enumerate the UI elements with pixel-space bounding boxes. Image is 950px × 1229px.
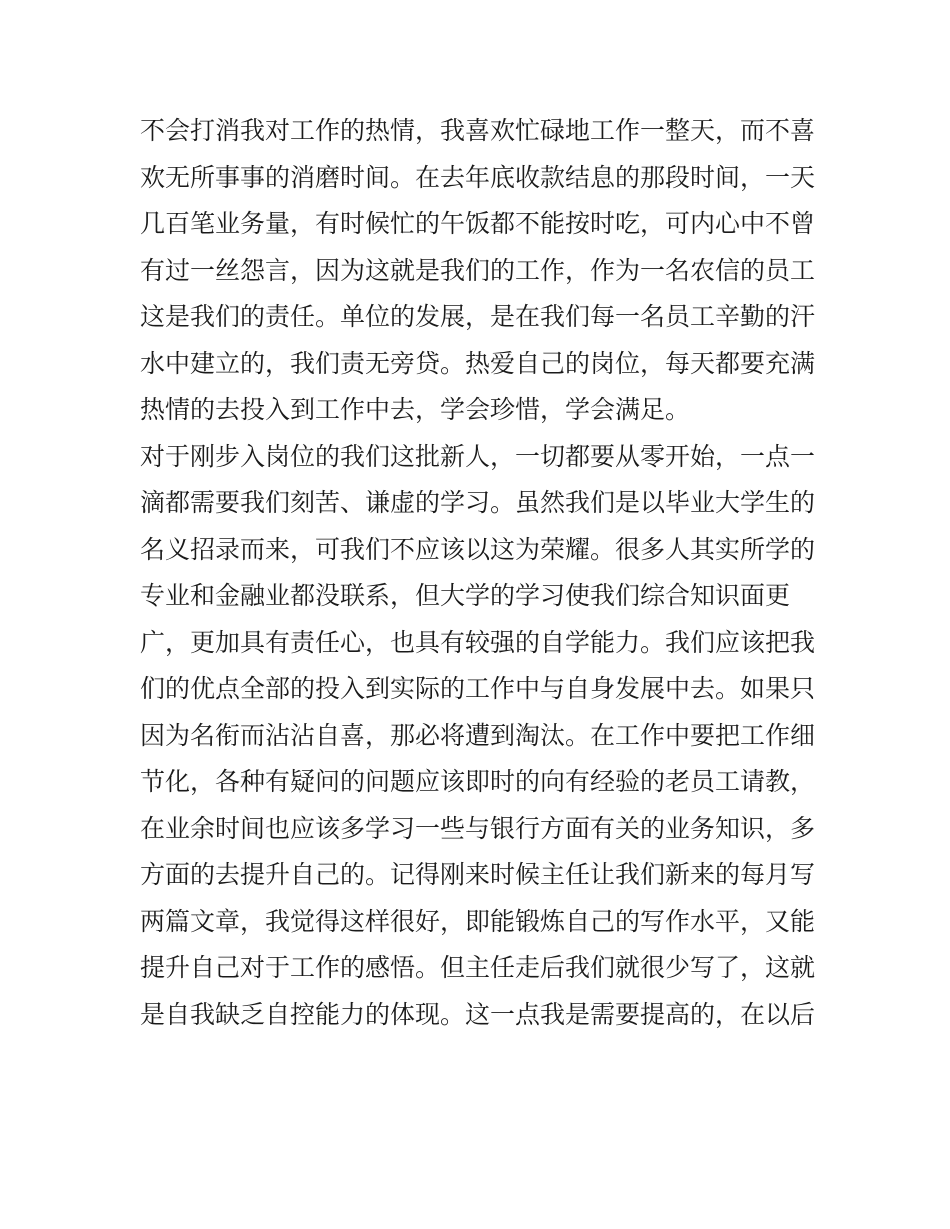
text-line: 欢无所事事的消磨时间。在去年底收款结息的那段时间，一天	[140, 162, 816, 192]
text-line: 水中建立的，我们责无旁贷。热爱自己的岗位，每天都要充满	[140, 348, 816, 378]
text-line: 名义招录而来，可我们不应该以这为荣耀。很多人其实所学的	[140, 534, 816, 564]
body-text	[140, 108, 820, 1038]
text-line: 几百笔业务量，有时候忙的午饭都不能按时吃，可内心中不曾	[140, 209, 816, 238]
text-line: 热情的去投入到工作中去，学会珍惜，学会满足。	[140, 395, 691, 424]
text-line: 专业和金融业都没联系，但大学的学习使我们综合知识面更	[140, 581, 791, 610]
text-line: 广，更加具有责任心，也具有较强的自学能力。我们应该把我	[140, 627, 816, 657]
text-line: 两篇文章，我觉得这样很好，即能锻炼自己的写作水平，又能	[140, 906, 816, 936]
text-line: 滴都需要我们刻苦、谦虚的学习。虽然我们是以毕业大学生的	[140, 488, 816, 517]
text-line: 是自我缺乏自控能力的体现。这一点我是需要提高的，在以后	[140, 999, 816, 1029]
text-line: 这是我们的责任。单位的发展，是在我们每一名员工辛勤的汗	[140, 302, 816, 331]
text-line: 方面的去提升自己的。记得刚来时候主任让我们新来的每月写	[140, 860, 816, 889]
text-line: 因为名衔而沾沾自喜，那必将遭到淘汰。在工作中要把工作细	[140, 720, 816, 750]
text-line: 有过一丝怨言，因为这就是我们的工作，作为一名农信的员工	[140, 255, 816, 285]
text-line: 提升自己对于工作的感悟。但主任走后我们就很少写了，这就	[140, 953, 816, 982]
text-line: 在业余时间也应该多学习一些与银行方面有关的业务知识，多	[140, 813, 816, 843]
text-line: 们的优点全部的投入到实际的工作中与自身发展中去。如果只	[140, 674, 816, 703]
text-line: 节化，各种有疑问的问题应该即时的向有经验的老员工请教，	[140, 767, 816, 796]
text-line: 对于刚步入岗位的我们这批新人，一切都要从零开始，一点一	[140, 441, 816, 471]
text-line: 不会打消我对工作的热情，我喜欢忙碌地工作一整天，而不喜	[140, 116, 816, 145]
